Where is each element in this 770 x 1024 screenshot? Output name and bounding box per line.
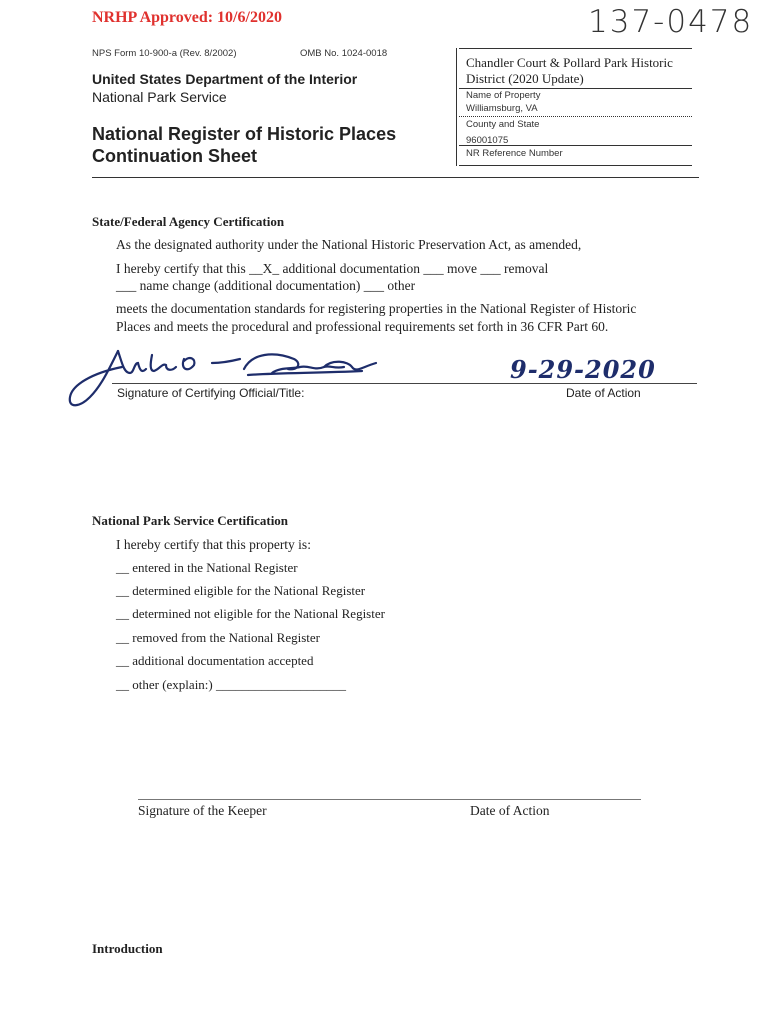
property-name-line-2: District (2020 Update) — [466, 71, 584, 86]
state-cert-heading: State/Federal Agency Certification — [92, 214, 285, 229]
nps-cert-heading: National Park Service Certification — [92, 513, 289, 528]
state-cert-line-2: I hereby certify that this __X_ additional documentation ___ move ___ removal — [116, 261, 549, 276]
state-cert-line-5: Places and meets the procedural and professional requirements set forth in 36 CFR Part 60. — [116, 319, 609, 334]
cert-option-not-eligible: __ determined not eligible for the National Register — [116, 606, 385, 621]
keeper-date-label: Date of Action — [470, 803, 550, 818]
county-state-value: Williamsburg, VA — [466, 103, 538, 114]
approval-stamp: NRHP Approved: 10/6/2020 — [92, 9, 282, 26]
county-state-label: County and State — [466, 119, 540, 130]
cert-option-entered: __ entered in the National Register — [116, 560, 298, 575]
property-name-line-1: Chandler Court & Pollard Park Historic — [466, 55, 673, 70]
date-of-action-label: Date of Action — [566, 386, 641, 400]
nps-cert-intro: I hereby certify that this property is: — [116, 537, 311, 552]
cert-option-removed: __ removed from the National Register — [116, 630, 320, 645]
title-line-2: Continuation Sheet — [92, 146, 257, 166]
reference-number-value: 96001075 — [466, 135, 509, 146]
state-cert-line-1: As the designated authority under the National Historic Preservation Act, as amended, — [116, 237, 582, 252]
property-name — [466, 55, 673, 87]
cert-option-additional: __ additional documentation accepted — [116, 653, 314, 668]
state-cert-line-3: ___ name change (additional documentation) ___ other — [116, 278, 416, 293]
header-divider — [92, 177, 699, 178]
introduction-heading: Introduction — [92, 941, 163, 956]
agency-name: National Park Service — [92, 89, 227, 105]
page-title — [92, 123, 396, 167]
department-name: United States Department of the Interior — [92, 71, 358, 87]
reference-number-label: NR Reference Number — [466, 148, 563, 159]
cert-option-other: __ other (explain:) ____________________ — [116, 677, 346, 692]
keeper-signature-label: Signature of the Keeper — [138, 803, 267, 818]
state-cert-line-4: meets the documentation standards for registering properties in the National Register of Historic — [116, 301, 637, 316]
signature-official-label: Signature of Certifying Official/Title: — [117, 386, 305, 400]
omb-number: OMB No. 1024-0018 — [300, 48, 388, 59]
keeper-signature-line — [138, 799, 641, 800]
form-number: NPS Form 10-900-a (Rev. 8/2002) — [92, 48, 237, 59]
name-of-property-label: Name of Property — [466, 90, 541, 101]
handwritten-date: 9-29-2020 — [510, 355, 656, 384]
title-line-1: National Register of Historic Places — [92, 124, 397, 144]
handwritten-number: 137-0478 — [588, 4, 754, 40]
official-signature — [62, 345, 392, 415]
cert-option-eligible: __ determined eligible for the National Register — [116, 583, 366, 598]
